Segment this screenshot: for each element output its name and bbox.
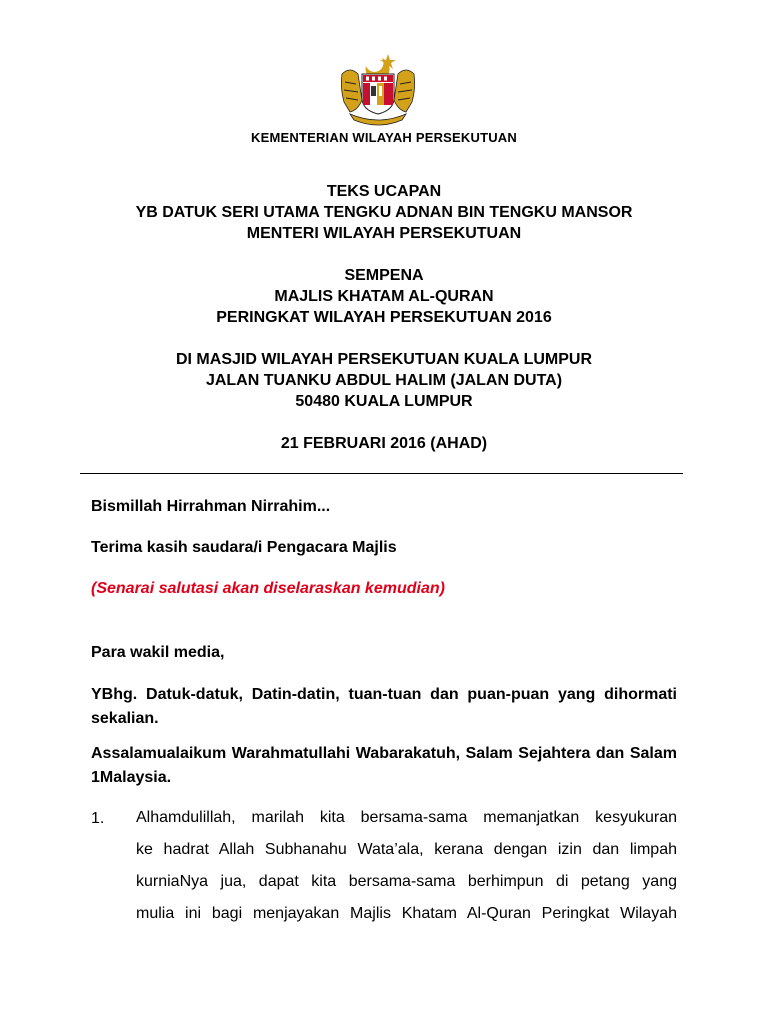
divider-line <box>80 473 683 474</box>
salutation-note: (Senarai salutasi akan diselaraskan kemudian) <box>91 580 445 597</box>
title-block <box>0 181 768 244</box>
speech-date: 21 FEBRUARI 2016 (AHAD) <box>280 435 488 452</box>
occasion-line: MAJLIS KHATAM AL-QURAN <box>274 288 494 305</box>
paragraph-line: Alhamdulillah, marilah kita bersama-sama memanjatkan kesyukuran <box>136 809 677 826</box>
paragraph-line: kurniaNya jua, dapat kita bersama-sama berhimpun di petang yang <box>136 873 677 890</box>
occasion-line: SEMPENA <box>344 267 424 284</box>
paragraph-line: ke hadrat Allah Subhanahu Wata’ala, kerana dengan izin dan limpah <box>136 841 677 858</box>
paragraph-line: mulia ini bagi menjayakan Majlis Khatam Al-Quran Peringkat Wilayah <box>136 905 677 922</box>
venue-line: JALAN TUANKU ABDUL HALIM (JALAN DUTA) <box>205 372 563 389</box>
paragraph-number: 1. <box>91 810 105 827</box>
title-line: MENTERI WILAYAH PERSEKUTUAN <box>246 225 522 242</box>
venue-block <box>0 349 768 412</box>
ministry-name: KEMENTERIAN WILAYAH PERSEKUTUAN <box>251 130 517 145</box>
thanks-text: Terima kasih saudara/i Pengacara Majlis <box>91 539 397 556</box>
title-line: YB DATUK SERI UTAMA TENGKU ADNAN BIN TENGKU MANSOR <box>135 204 633 221</box>
islamic-greeting: Assalamualaikum Warahmatullahi Wabarakatuh, Salam Sejahtera dan Salam 1Malaysia. <box>91 745 677 786</box>
coat-of-arms-emblem <box>336 52 420 128</box>
occasion-line: PERINGKAT WILAYAH PERSEKUTUAN 2016 <box>216 309 552 326</box>
dignitaries-greeting: YBhg. Datuk-datuk, Datin-datin, tuan-tuan dan puan-puan yang dihormati sekalian. <box>91 686 677 727</box>
venue-line: DI MASJID WILAYAH PERSEKUTUAN KUALA LUMPUR <box>175 351 593 368</box>
paragraph-1-body <box>136 806 677 934</box>
bismillah-text: Bismillah Hirrahman Nirrahim... <box>91 498 331 515</box>
occasion-block <box>0 265 768 328</box>
title-line: TEKS UCAPAN <box>326 183 442 200</box>
venue-line: 50480 KUALA LUMPUR <box>295 393 473 410</box>
media-greeting: Para wakil media, <box>91 644 225 661</box>
